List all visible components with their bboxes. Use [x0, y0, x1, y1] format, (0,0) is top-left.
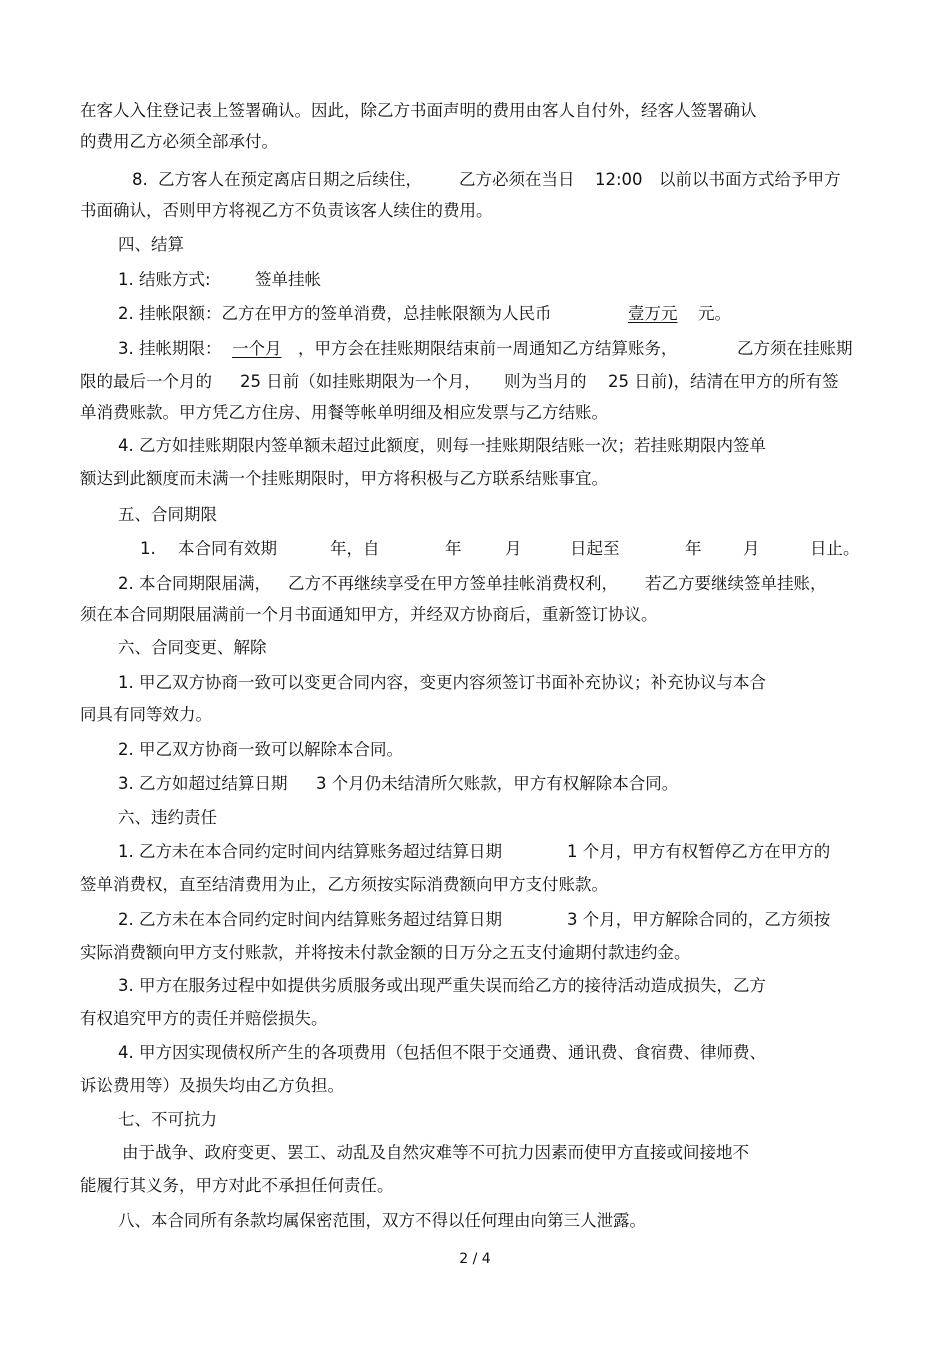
text-segment: ，甲方会在挂账期限结束前一周通知乙方结算账务， — [298, 339, 678, 358]
text-line — [0, 703, 950, 727]
text-segment: 25 日前（如挂账期限为一个月， — [240, 372, 481, 391]
text-line — [0, 1108, 950, 1132]
text-line — [0, 337, 950, 361]
text-segment: 年，自 — [330, 539, 380, 558]
text-segment: 1. — [140, 539, 156, 558]
text-line — [0, 1041, 950, 1065]
text-segment: 以前以书面方式给予甲方 — [659, 170, 841, 189]
text-segment: 同具有同等效力。 — [80, 705, 212, 724]
text-segment: 则为当月的 — [504, 372, 587, 391]
text-segment: 月 — [743, 539, 760, 558]
text-line — [0, 1174, 950, 1198]
text-segment: 乙方须在挂账期 — [737, 339, 853, 358]
text-segment: 年 — [685, 539, 702, 558]
text-segment: 4. 甲方因实现债权所产生的各项费用（包括但不限于交通费、通讯费、食宿费、律师费、 — [118, 1043, 766, 1062]
text-line — [0, 1209, 950, 1233]
text-segment: 乙方客人在预定离店日期之后续住， — [158, 170, 422, 189]
text-segment: 日起至 — [570, 539, 620, 558]
text-segment: 在客人入住登记表上签署确认。因此，除乙方书面声明的费用由客人自付外，经客人签署确认 — [80, 101, 757, 120]
text-line — [0, 199, 950, 223]
text-segment: 2. 挂帐限额：乙方在甲方的签单消费，总挂帐限额为人民币 — [118, 304, 552, 323]
text-segment: 乙方必须在当日 — [459, 170, 575, 189]
text-line — [0, 1141, 950, 1165]
text-segment: 2. 甲乙双方协商一致可以解除本合同。 — [118, 740, 403, 759]
text-segment: 1. 甲乙双方协商一致可以变更合同内容，变更内容须签订书面补充协议；补充协议与本合 — [118, 673, 766, 692]
text-segment: 8. — [132, 170, 148, 189]
text-line — [0, 941, 950, 965]
text-segment: 12:00 — [595, 170, 643, 189]
text-line — [0, 738, 950, 762]
text-segment: 五、合同期限 — [118, 505, 217, 524]
text-segment: 日止。 — [810, 539, 860, 558]
text-line — [0, 974, 950, 998]
text-segment: 七、不可抗力 — [118, 1110, 217, 1129]
text-line — [0, 168, 950, 192]
text-line — [0, 268, 950, 292]
text-segment: 额达到此额度而未满一个挂账期限时，甲方将积极与乙方联系结账事宜。 — [80, 469, 608, 488]
text-line — [0, 636, 950, 660]
text-line — [0, 1074, 950, 1098]
text-segment: 有权追究甲方的责任并赔偿损失。 — [80, 1009, 328, 1028]
text-segment: 签单挂帐 — [255, 270, 321, 289]
text-segment: 单消费账款。甲方凭乙方住房、用餐等帐单明细及相应发票与乙方结账。 — [80, 403, 608, 422]
text-line — [0, 806, 950, 830]
text-line — [0, 233, 950, 257]
text-segment: 2. 乙方未在本合同约定时间内结算账务超过结算日期 — [118, 910, 502, 929]
text-segment: 4. 乙方如挂账期限内签单额未超过此额度，则每一挂账期限结账一次；若挂账期限内签单 — [118, 436, 766, 455]
text-segment: 六、违约责任 — [118, 808, 217, 827]
text-line — [0, 873, 950, 897]
text-segment: 元。 — [698, 304, 731, 323]
text-segment: 的费用乙方必须全部承付。 — [80, 132, 278, 151]
page-number: 2 / 4 — [459, 1251, 491, 1267]
text-segment: 25 日前)，结清在甲方的所有签 — [608, 372, 839, 391]
text-segment: 若乙方要继续签单挂账， — [645, 574, 827, 593]
text-segment: 实际消费额向甲方支付账款，并将按未付款金额的日万分之五支付逾期付款违约金。 — [80, 943, 691, 962]
text-line — [0, 671, 950, 695]
text-segment: 本合同有效期 — [178, 539, 277, 558]
text-line — [0, 1007, 950, 1031]
text-segment: 3. 挂帐期限： — [118, 339, 222, 358]
text-line — [0, 467, 950, 491]
underlined-field-value: 壹万元 — [628, 304, 678, 323]
text-segment: 1. 乙方未在本合同约定时间内结算账务超过结算日期 — [118, 842, 502, 861]
text-line — [0, 772, 950, 796]
text-line — [0, 434, 950, 458]
text-segment: 3 个月仍未结清所欠账款，甲方有权解除本合同。 — [316, 774, 679, 793]
text-line — [0, 99, 950, 123]
text-segment: 1 个月，甲方有权暂停乙方在甲方的 — [567, 842, 831, 861]
text-segment: 诉讼费用等）及损失均由乙方负担。 — [80, 1076, 344, 1095]
text-segment: 2. 本合同期限届满， — [118, 574, 271, 593]
text-segment: 书面确认，否则甲方将视乙方不负责该客人续住的费用。 — [80, 201, 493, 220]
text-segment: 由于战争、政府变更、罢工、动乱及自然灾难等不可抗力因素而使甲方直接或间接地不 — [122, 1143, 749, 1162]
text-line — [0, 130, 950, 154]
text-segment: 3. 甲方在服务过程中如提供劣质服务或出现严重失误而给乙方的接待活动造成损失，乙方 — [118, 976, 766, 995]
underlined-field-value: 一个月 — [232, 339, 282, 358]
text-segment: 须在本合同期限届满前一个月书面通知甲方，并经双方协商后，重新签订协议。 — [80, 605, 658, 624]
text-line — [0, 603, 950, 627]
text-line — [0, 370, 950, 394]
text-line — [0, 401, 950, 425]
text-segment: 六、合同变更、解除 — [118, 638, 267, 657]
text-segment: 限的最后一个月的 — [80, 372, 212, 391]
text-line — [0, 908, 950, 932]
text-line — [0, 503, 950, 527]
text-line — [0, 572, 950, 596]
text-line — [0, 840, 950, 864]
text-line — [0, 537, 950, 561]
text-segment: 1. 结账方式: — [118, 270, 211, 289]
text-segment: 3. 乙方如超过结算日期 — [118, 774, 288, 793]
text-segment: 月 — [505, 539, 522, 558]
text-segment: 能履行其义务，甲方对此不承担任何责任。 — [80, 1176, 394, 1195]
text-segment: 年 — [445, 539, 462, 558]
text-segment: 3 个月，甲方解除合同的，乙方须按 — [567, 910, 831, 929]
text-line — [0, 302, 950, 326]
text-segment: 八、本合同所有条款均属保密范围，双方不得以任何理由向第三人泄露。 — [118, 1211, 646, 1230]
text-segment: 签单消费权，直至结清费用为止，乙方须按实际消费额向甲方支付账款。 — [80, 875, 608, 894]
text-segment: 乙方不再继续享受在甲方签单挂帐消费权利， — [288, 574, 618, 593]
text-segment: 四、结算 — [118, 235, 184, 254]
